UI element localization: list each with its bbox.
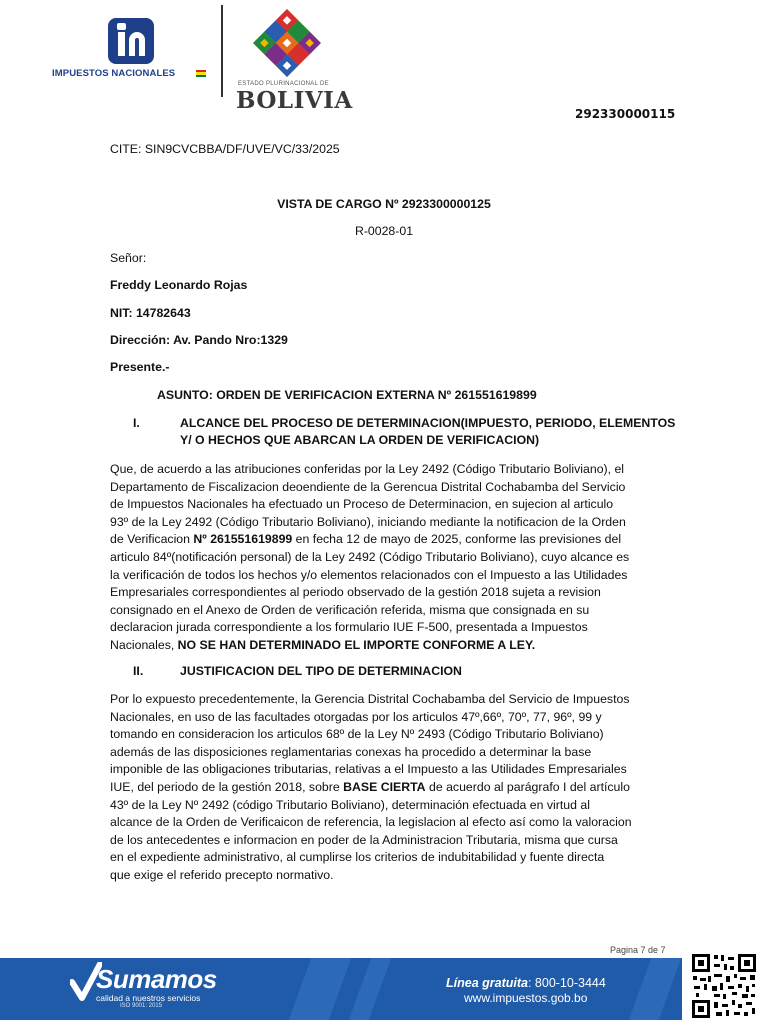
section-1-number: I.: [133, 416, 140, 430]
body-line: Que, de acuerdo a las atribuciones conferidas por la Ley 2492 (Código Tributario Boliviano), el: [110, 462, 625, 476]
sumamos-brand: Sumamos: [96, 964, 217, 994]
website-link[interactable]: www.impuestos.gob.bo: [464, 991, 588, 1005]
body-line: consignado en el Anexo de Orden de verificación referida, misma que consignada en su: [110, 602, 590, 617]
body-line: de Impuestos Nacionales ha efectuado un Proceso de Determinacion, en sujecion al articulo: [110, 497, 614, 512]
body-line: de Verificacion Nº 261551619899 en fecha 12 de mayo de 2025, conforme las previsiones del: [110, 532, 622, 547]
bolivia-flag-icon: [196, 70, 206, 77]
base-cierta: BASE CIERTA: [343, 779, 426, 794]
body-line: declaracion jurada correspondiente a los formulario IUE F-500, presentada a Impuestos: [110, 620, 588, 635]
section-2-body: [110, 691, 658, 885]
presente: Presente.-: [110, 360, 170, 374]
document-title: VISTA DE CARGO Nº 2923300000125: [277, 197, 491, 211]
body-line: la verificación de todos los hechos y/o elementos relacionados con el Impuesto a las Utilidades: [110, 567, 628, 582]
sumamos-tagline: calidad a nuestros servicios: [96, 993, 201, 1003]
recipient-name: Freddy Leonardo Rojas: [110, 278, 248, 292]
subject-line: ASUNTO: ORDEN DE VERIFICACION EXTERNA Nº 261551619899: [157, 388, 537, 402]
hotline-label: Línea gratuita: [446, 976, 528, 990]
section-1-title-line2: Y/ O HECHOS QUE ABARCAN LA ORDEN DE VERIFICACION): [180, 433, 540, 447]
recipient-address: Dirección: Av. Pando Nro:1329: [110, 333, 288, 347]
recipient-nit: NIT: 14782643: [110, 306, 191, 320]
body-line: 93º de la Ley 2492 (Código Tributario Boliviano), iniciando mediante la notificacion de la Orden: [110, 514, 626, 529]
section-2-title: JUSTIFICACION DEL TIPO DE DETERMINACION: [180, 664, 462, 678]
body-line: de los antecedentes e informacion en poder de la Administracion Tributaria, misma que cursa: [110, 832, 618, 847]
body-line: además de las disposiciones reglamentarias conexas ha procedido a determinar la base: [110, 744, 592, 759]
document-number: 292330000115: [575, 107, 676, 121]
iso-label: ISO 9001: 2015: [120, 1003, 163, 1009]
body-line: IUE, del periodo de la gestión 2018, sobre BASE CIERTA de acuerdo al parágrafo I del artículo: [110, 779, 630, 794]
body-line: 43º de la Ley Nº 2492 (código Tributario Boliviano), determinación efectuada en virtud al: [110, 797, 590, 812]
state-name: BOLIVIA: [236, 87, 353, 114]
section-2-number: II.: [133, 664, 144, 678]
cite-reference: CITE: SIN9CVCBBA/DF/UVE/VC/33/2025: [110, 142, 340, 156]
state-small-label: ESTADO PLURINACIONAL DE: [238, 81, 329, 87]
body-line: tomando en consideracion los articulos 68º de la Ley Nº 2493 (Código Tributario Boliviano): [110, 727, 604, 742]
hotline: [446, 976, 606, 990]
header-divider: [221, 5, 223, 97]
body-line: Departamento de Fiscalizacion deoendiente de la Gerencua Distrital Cochabamba del Servicio: [110, 479, 626, 494]
form-code: R-0028-01: [354, 224, 414, 238]
qr-code-icon: [690, 952, 758, 1020]
body-line: Empresariales correspondientes al periodo observado de la gestión 2018 sujeta a revision: [110, 585, 601, 600]
section-1-body: [110, 461, 658, 655]
body-line: Nacionales, en uso de las facultades otorgadas por los articulos 47º,66º, 70º, 77, 96º, 99 y: [110, 709, 602, 724]
salutation: Señor:: [110, 251, 147, 265]
order-number: Nº 261551619899: [193, 532, 293, 547]
body-line: articulo 84º(notificación personal) de la Ley 2492 (Código Tributario Boliviano), cuyo alcance es: [110, 549, 630, 564]
body-line: alcance de la Orden de Verificaicon de referencia, la legislacion al efecto así como la valoracion: [110, 815, 632, 830]
body-line: imponible de las obligaciones tributarias, relativas a el Impuesto a las Utilidades Empresariales: [110, 762, 627, 777]
bolivia-emblem-icon: [248, 4, 326, 82]
conclusion-statement: NO SE HAN DETERMINADO EL IMPORTE CONFORME A LEY.: [177, 637, 536, 652]
body-line: que exige el referido precepto normativo.: [110, 867, 334, 882]
impuestos-logo-icon: [52, 18, 210, 82]
section-1-title-line1: ALCANCE DEL PROCESO DE DETERMINACION(IMPUESTO, PERIODO, ELEMENTOS: [180, 416, 676, 430]
agency-name: IMPUESTOS NACIONALES: [52, 68, 176, 79]
body-line: Nacionales, NO SE HAN DETERMINADO EL IMPORTE CONFORME A LEY.: [110, 637, 536, 652]
body-line: en el expediente administrativo, al cumplirse los criterios de indubitabilidad y fuente directa: [110, 850, 605, 865]
page-number: Pagina 7 de 7: [610, 945, 666, 955]
hotline-number: : 800-10-3444: [527, 976, 606, 990]
body-line: Por lo expuesto precedentemente, la Gerencia Distrital Cochabamba del Servicio de Impuestos: [110, 692, 630, 706]
